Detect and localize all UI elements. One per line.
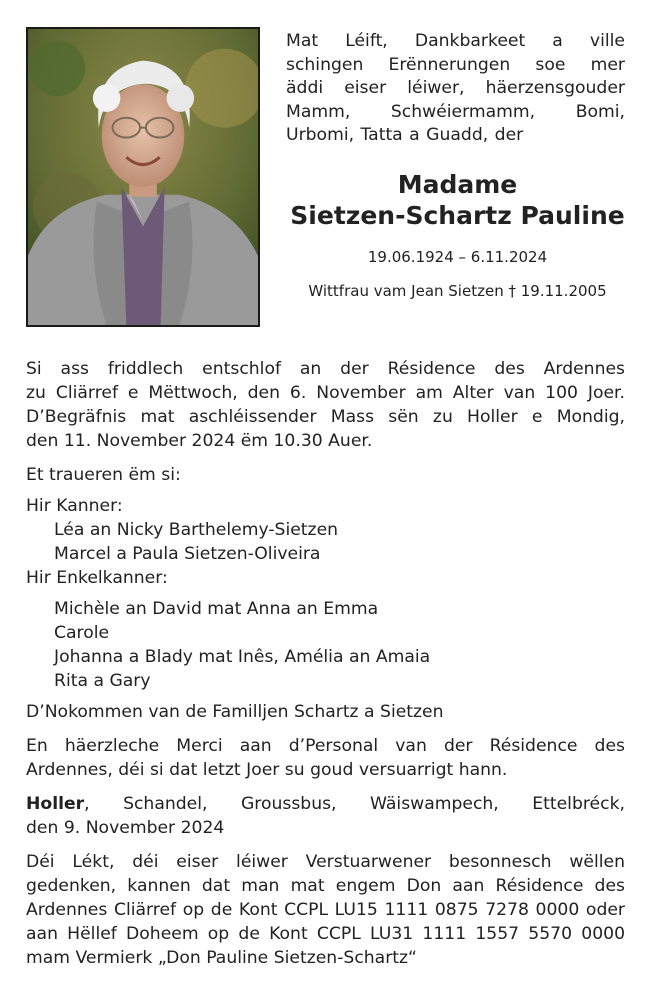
list-item: Johanna a Blady mat Inês, Amélia an Amaia	[54, 647, 431, 667]
portrait-photo	[26, 27, 260, 327]
intro-line: Mat Léift, Dankbarkeet a ville	[286, 31, 625, 51]
list-item: Rita a Gary	[54, 671, 151, 691]
donation-line: Ardennes Cliärref op de Kont CCPL LU15 1111 0875 7278 0000 oder	[26, 900, 625, 920]
portrait-illustration	[28, 29, 258, 325]
children-list	[26, 518, 625, 566]
donation-line: aan Hëllef Doheem op de Kont CCPL LU31 1111 1557 5570 0000	[26, 924, 625, 944]
announcement-body	[26, 357, 625, 970]
place-bold: Holler	[26, 794, 85, 814]
mourners-intro: Et traueren ëm si:	[26, 465, 181, 485]
place-rest: , Schandel, Groussbus, Wäiswampech, Ettelbréck,	[84, 794, 625, 814]
thanks-line: Ardennes, déi si dat letzt Joer su goud versuarrigt hann.	[26, 760, 508, 780]
place-line	[26, 792, 625, 816]
intro-line: Mamm, Schwéiermamm, Bomi,	[286, 101, 625, 122]
announcement-paragraph	[26, 357, 625, 453]
place-date: den 9. November 2024	[26, 818, 225, 838]
announcement-line: D’Begräfnis mat aschléissender Mass sën zu Holler e Mondig,	[26, 407, 625, 427]
list-item: Marcel a Paula Sietzen-Oliveira	[54, 544, 321, 564]
descendants-line: D’Nokommen van de Familljen Schartz a Sietzen	[26, 702, 444, 722]
announcement-line: den 11. November 2024 ëm 10.30 Auer.	[26, 431, 373, 451]
children-heading: Hir Kanner:	[26, 496, 123, 516]
life-dates: 19.06.1924 – 6.11.2024	[367, 248, 548, 266]
intro-line: äddi eiser léiwer, häerzensgouder	[286, 78, 625, 99]
announcement-line: Si ass friddlech entschlof an der Résidence des Ardennes	[26, 359, 625, 379]
widow-note: Wittfrau vam Jean Sietzen † 19.11.2005	[308, 282, 607, 300]
intro-text	[286, 30, 625, 148]
grandchildren-heading: Hir Enkelkanner:	[26, 568, 168, 588]
donation-line: Déi Lékt, déi eiser léiwer Verstuarwener besonnesch wëllen	[26, 852, 625, 872]
intro-line: schingen Erënnerungen soe mer	[286, 54, 625, 75]
donation-line: gedenken, kannen dat man mat engem Don aan Résidence des	[26, 876, 625, 896]
grandchildren-list	[26, 597, 625, 693]
deceased-name: Sietzen-Schartz Pauline	[290, 201, 625, 230]
deceased-title: Madame	[397, 170, 518, 199]
deceased-block	[270, 170, 645, 301]
list-item: Michèle an David mat Anna an Emma	[54, 599, 379, 619]
list-item: Carole	[54, 623, 110, 643]
thanks-paragraph	[26, 734, 625, 782]
donation-line: mam Vermierk „Don Pauline Sietzen-Schartz“	[26, 948, 417, 968]
intro-line: Urbomi, Tatta a Guadd, der	[286, 125, 524, 146]
announcement-line: zu Cliärref e Mëttwoch, den 6. November am Alter van 100 Joer.	[26, 383, 625, 403]
donation-paragraph	[26, 850, 625, 970]
place-paragraph	[26, 792, 625, 840]
thanks-line: En häerzleche Merci aan d’Personal van der Résidence des	[26, 736, 625, 756]
list-item: Léa an Nicky Barthelemy-Sietzen	[54, 520, 339, 540]
